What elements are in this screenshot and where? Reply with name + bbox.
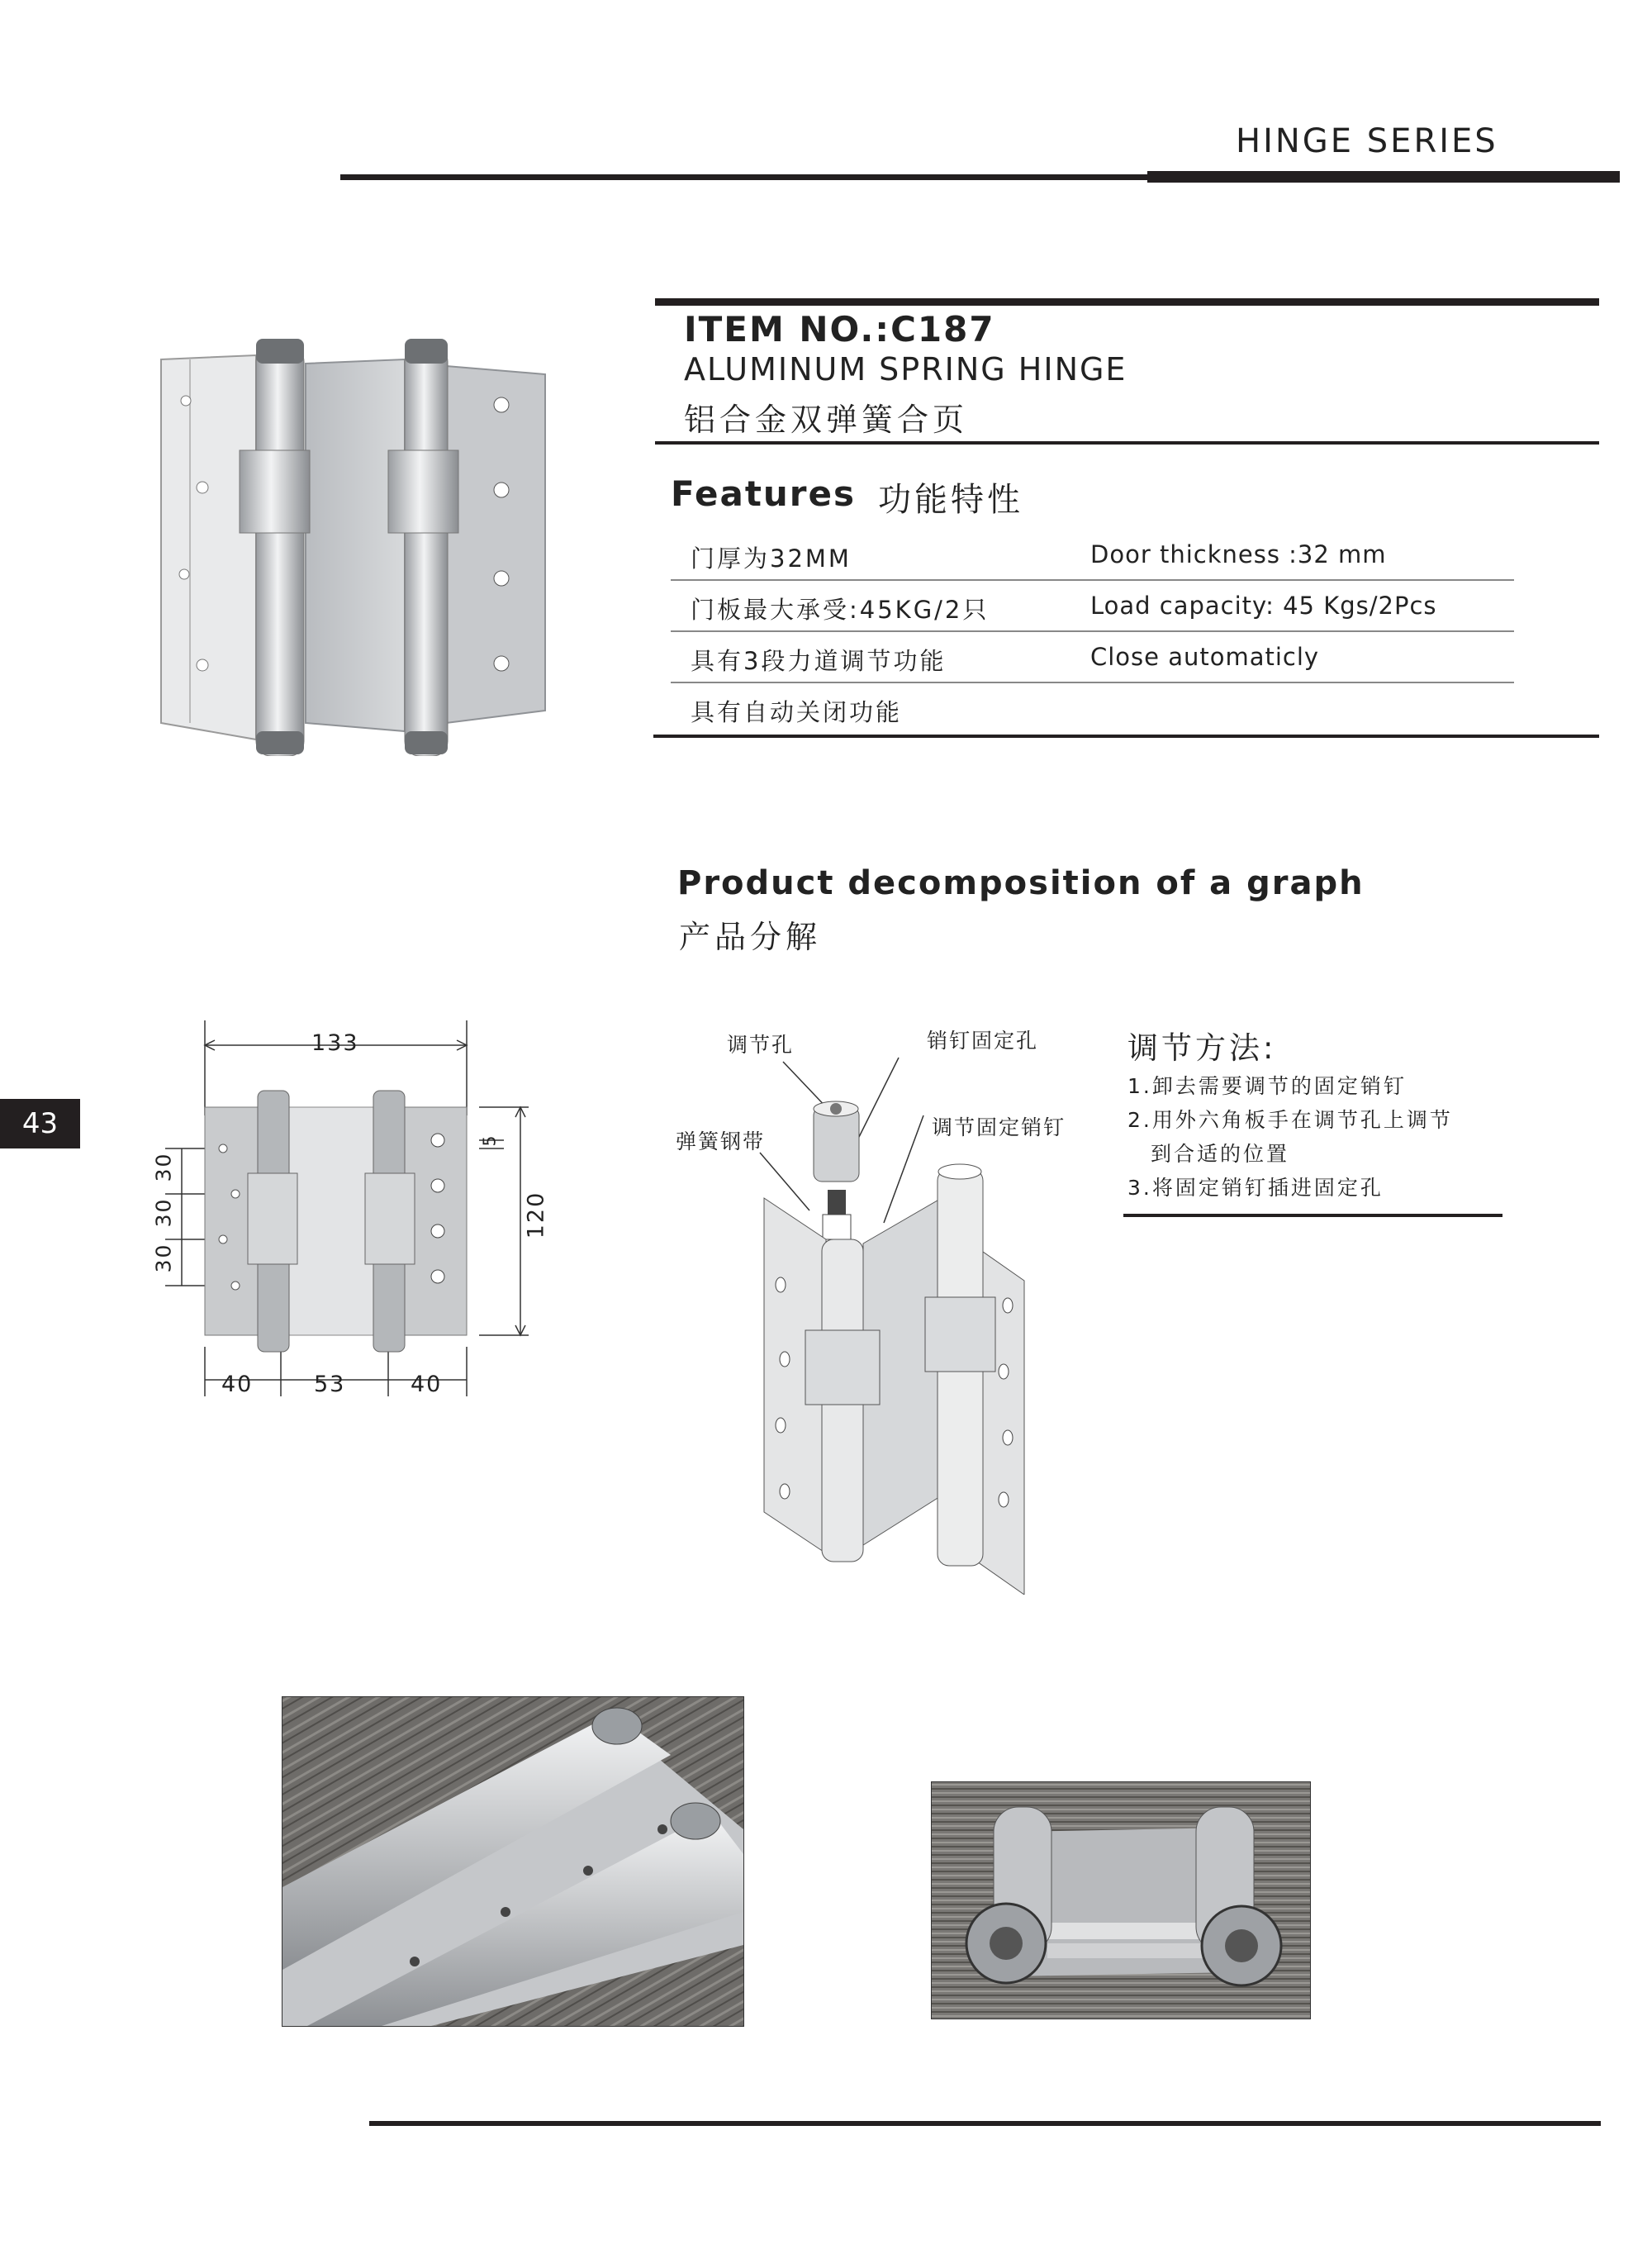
feature-row	[671, 631, 1514, 683]
dim-bottom-mid: 53	[314, 1372, 346, 1397]
item-bottom-rule	[655, 441, 1599, 445]
footer-rule	[369, 2121, 1601, 2126]
dim-bottom-left: 40	[221, 1372, 254, 1397]
dim-pitch-1: 30	[151, 1152, 176, 1182]
page-number: 43	[0, 1099, 80, 1148]
adjustment-step: 2.用外六角板手在调节孔上调节	[1127, 1108, 1453, 1132]
feature-row	[671, 580, 1514, 632]
header-rule-thin	[340, 174, 1147, 180]
adjustment-title: 调节方法:	[1127, 1030, 1277, 1066]
feature-cn: 具有3段力道调节功能	[691, 647, 947, 675]
label-pin-fixing-hole: 销钉固定孔	[927, 1029, 1039, 1053]
item-name-cn: 铝合金双弹簧合页	[684, 402, 969, 438]
dim-hole-offset: 5	[479, 1134, 500, 1147]
series-title: HINGE SERIES	[1236, 122, 1498, 160]
decomposition-title-en: Product decomposition of a graph	[677, 864, 1365, 902]
dim-bottom-right: 40	[411, 1372, 443, 1397]
feature-row	[671, 529, 1514, 581]
dim-pitch-2: 30	[151, 1197, 176, 1228]
item-number: ITEM NO.:C187	[684, 309, 995, 350]
item-top-rule	[655, 298, 1599, 306]
dim-height: 120	[523, 1191, 549, 1239]
label-adjust-fixing-pin: 调节固定销钉	[932, 1115, 1066, 1139]
hinge-photo-icon	[153, 335, 558, 756]
hinge-end-photo-icon	[931, 1781, 1311, 2019]
feature-cn: 门板最大承受:45KG/2只	[691, 596, 990, 624]
dim-pitch-3: 30	[151, 1243, 176, 1273]
decomposition-title-cn: 产品分解	[679, 919, 822, 955]
features-title-cn: 功能特性	[878, 481, 1023, 519]
feature-en: Close automaticly	[1090, 643, 1320, 671]
adjustment-rule	[1123, 1214, 1502, 1217]
item-name-en: ALUMINUM SPRING HINGE	[684, 351, 1127, 388]
adjustment-step: 3.将固定销钉插进固定孔	[1127, 1176, 1384, 1200]
adjustment-step: 到合适的位置	[1151, 1142, 1290, 1166]
feature-cn: 门厚为32MM	[691, 544, 852, 573]
feature-en: Load capacity: 45 Kgs/2Pcs	[1090, 592, 1437, 620]
label-spring-steel-band: 弹簧钢带	[676, 1129, 766, 1153]
hinge-dimension-drawing-icon	[132, 1016, 562, 1421]
dim-width-total: 133	[311, 1030, 359, 1056]
feature-cn: 具有自动关闭功能	[691, 698, 903, 726]
features-end-rule	[653, 735, 1599, 738]
header-rule-thick	[1147, 171, 1620, 183]
label-adjust-hole: 调节孔	[727, 1033, 795, 1057]
hinge-closeup-photo-icon	[282, 1696, 744, 2027]
feature-row	[671, 682, 1514, 733]
features-title-en: Features	[671, 473, 856, 514]
feature-en: Door thickness :32 mm	[1090, 540, 1387, 568]
adjustment-step: 1.卸去需要调节的固定销钉	[1127, 1074, 1407, 1098]
